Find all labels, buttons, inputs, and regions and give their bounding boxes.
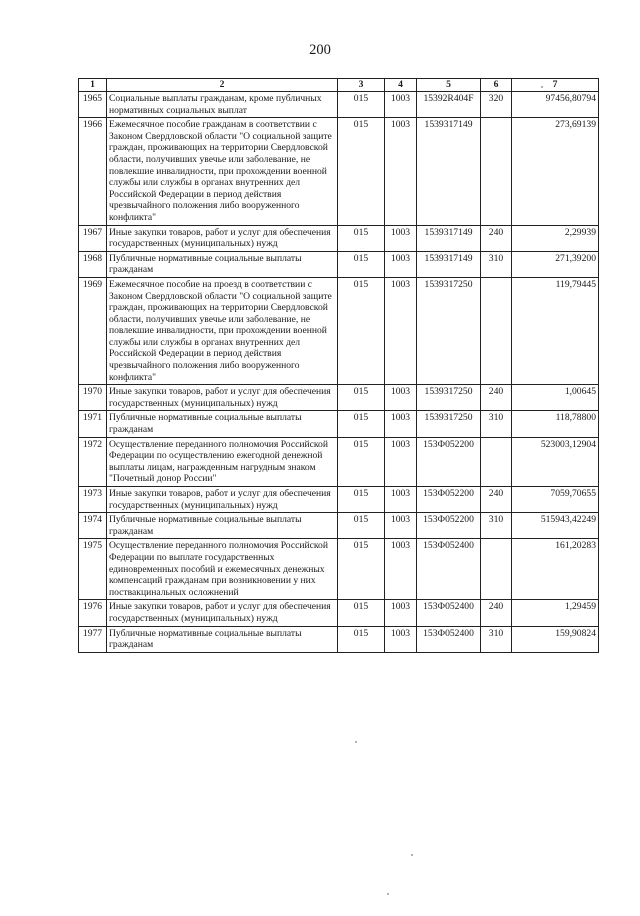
description-cell: Публичные нормативные социальные выплаты гражданам: [107, 411, 338, 437]
column-header: 5: [417, 79, 481, 92]
row-number-cell: 1968: [79, 251, 107, 277]
expense-type-cell: 240: [481, 225, 512, 251]
row-number-cell: 1970: [79, 385, 107, 411]
table-row: [79, 411, 599, 437]
column-header: 2: [107, 79, 338, 92]
row-number-cell: 1976: [79, 600, 107, 626]
row-number-cell: 1966: [79, 118, 107, 225]
code-cell: 015: [338, 487, 385, 513]
description-cell: Иные закупки товаров, работ и услуг для обеспечения государственных (муниципальных) нужд: [107, 225, 338, 251]
row-number-cell: 1972: [79, 437, 107, 486]
code-cell: 015: [338, 539, 385, 600]
section-code-cell: 1003: [385, 118, 417, 225]
scan-speck: [541, 86, 543, 88]
amount-cell: 161,20283: [512, 539, 599, 600]
column-header: 6: [481, 79, 512, 92]
table-row: [79, 539, 599, 600]
section-code-cell: 1003: [385, 487, 417, 513]
amount-cell: 97456,80794: [512, 92, 599, 118]
table-row: [79, 251, 599, 277]
amount-cell: 7059,70655: [512, 487, 599, 513]
scan-speck: [355, 741, 357, 743]
amount-cell: 523003,12904: [512, 437, 599, 486]
row-number-cell: 1967: [79, 225, 107, 251]
table-row: [79, 277, 599, 384]
section-code-cell: 1003: [385, 437, 417, 486]
column-header: 3: [338, 79, 385, 92]
section-code-cell: 1003: [385, 385, 417, 411]
table-row: [79, 118, 599, 225]
row-number-cell: 1977: [79, 626, 107, 652]
section-code-cell: 1003: [385, 626, 417, 652]
row-number-cell: 1975: [79, 539, 107, 600]
table-row: [79, 385, 599, 411]
description-cell: Ежемесячное пособие на проезд в соответствии с Законом Свердловской области "О социальной защите граждан, проживающих на территории Свердловской области, получивших увечье или заболевание, не повлекшие инвалидности, при прохождении военной службы или службы в органах внутренних дел Российской Федерации в период действия чрезвычайного положения либо вооруженного конфликта": [107, 277, 338, 384]
target-article-cell: 1539317250: [417, 411, 481, 437]
amount-cell: 118,78800: [512, 411, 599, 437]
expense-type-cell: 240: [481, 487, 512, 513]
expense-type-cell: 320: [481, 92, 512, 118]
expense-type-cell: 310: [481, 626, 512, 652]
amount-cell: 1,29459: [512, 600, 599, 626]
budget-table: [78, 78, 599, 653]
section-code-cell: 1003: [385, 225, 417, 251]
table-row: [79, 437, 599, 486]
table-row: [79, 513, 599, 539]
table-row: [79, 600, 599, 626]
table-row: [79, 487, 599, 513]
column-header: 4: [385, 79, 417, 92]
description-cell: Иные закупки товаров, работ и услуг для обеспечения государственных (муниципальных) нужд: [107, 487, 338, 513]
code-cell: 015: [338, 92, 385, 118]
row-number-cell: 1969: [79, 277, 107, 384]
scan-speck: [387, 893, 389, 895]
expense-type-cell: 310: [481, 411, 512, 437]
table-row: [79, 92, 599, 118]
scan-speck: [411, 854, 413, 856]
code-cell: 015: [338, 626, 385, 652]
amount-cell: 2,29939: [512, 225, 599, 251]
target-article-cell: 1539317250: [417, 385, 481, 411]
code-cell: 015: [338, 251, 385, 277]
row-number-cell: 1974: [79, 513, 107, 539]
description-cell: Осуществление переданного полномочия Российской Федерации по осуществлению ежегодной денежной выплаты лицам, награжденным нагрудным знаком "Почетный донор России": [107, 437, 338, 486]
section-code-cell: 1003: [385, 539, 417, 600]
expense-type-cell: [481, 539, 512, 600]
target-article-cell: 153Ф052400: [417, 626, 481, 652]
section-code-cell: 1003: [385, 92, 417, 118]
target-article-cell: 15392R404F: [417, 92, 481, 118]
expense-type-cell: 240: [481, 385, 512, 411]
expense-type-cell: [481, 118, 512, 225]
description-cell: Социальные выплаты гражданам, кроме публичных нормативных социальных выплат: [107, 92, 338, 118]
description-cell: Иные закупки товаров, работ и услуг для обеспечения государственных (муниципальных) нужд: [107, 600, 338, 626]
code-cell: 015: [338, 118, 385, 225]
code-cell: 015: [338, 437, 385, 486]
description-cell: Публичные нормативные социальные выплаты гражданам: [107, 513, 338, 539]
amount-cell: 515943,42249: [512, 513, 599, 539]
column-header: 1: [79, 79, 107, 92]
row-number-cell: 1971: [79, 411, 107, 437]
row-number-cell: 1973: [79, 487, 107, 513]
expense-type-cell: 310: [481, 513, 512, 539]
expense-type-cell: 310: [481, 251, 512, 277]
code-cell: 015: [338, 600, 385, 626]
code-cell: 015: [338, 225, 385, 251]
amount-cell: 159,90824: [512, 626, 599, 652]
section-code-cell: 1003: [385, 513, 417, 539]
description-cell: Иные закупки товаров, работ и услуг для обеспечения государственных (муниципальных) нужд: [107, 385, 338, 411]
target-article-cell: 1539317149: [417, 251, 481, 277]
row-number-cell: 1965: [79, 92, 107, 118]
expense-type-cell: 240: [481, 600, 512, 626]
description-cell: Публичные нормативные социальные выплаты гражданам: [107, 626, 338, 652]
section-code-cell: 1003: [385, 600, 417, 626]
code-cell: 015: [338, 385, 385, 411]
section-code-cell: 1003: [385, 277, 417, 384]
target-article-cell: 153Ф052200: [417, 437, 481, 486]
amount-cell: 119,79445: [512, 277, 599, 384]
expense-type-cell: [481, 277, 512, 384]
target-article-cell: 153Ф052200: [417, 513, 481, 539]
description-cell: Осуществление переданного полномочия Российской Федерации по выплате государственных единовременных пособий и ежемесячных денежных компенсаций гражданам при возникновении у них поствакцинальных осложнений: [107, 539, 338, 600]
target-article-cell: 153Ф052400: [417, 539, 481, 600]
code-cell: 015: [338, 513, 385, 539]
target-article-cell: 1539317149: [417, 118, 481, 225]
expense-type-cell: [481, 437, 512, 486]
target-article-cell: 1539317149: [417, 225, 481, 251]
target-article-cell: 153Ф052200: [417, 487, 481, 513]
section-code-cell: 1003: [385, 411, 417, 437]
column-header: 7: [512, 79, 599, 92]
page-number: 200: [309, 42, 331, 58]
table-row: [79, 626, 599, 652]
table-header-row: [79, 79, 599, 92]
amount-cell: 271,39200: [512, 251, 599, 277]
code-cell: 015: [338, 277, 385, 384]
description-cell: Ежемесячное пособие гражданам в соответствии с Законом Свердловской области "О социальной защите граждан, проживающих на территории Свердловской области, получивших увечье или заболевание, не повлекшие инвалидности, при прохождении военной службы или службы в органах внутренних дел Российской Федерации в период действия чрезвычайного положения либо вооруженного конфликта": [107, 118, 338, 225]
amount-cell: 273,69139: [512, 118, 599, 225]
target-article-cell: 153Ф052400: [417, 600, 481, 626]
description-cell: Публичные нормативные социальные выплаты гражданам: [107, 251, 338, 277]
target-article-cell: 1539317250: [417, 277, 481, 384]
amount-cell: 1,00645: [512, 385, 599, 411]
table-row: [79, 225, 599, 251]
code-cell: 015: [338, 411, 385, 437]
section-code-cell: 1003: [385, 251, 417, 277]
